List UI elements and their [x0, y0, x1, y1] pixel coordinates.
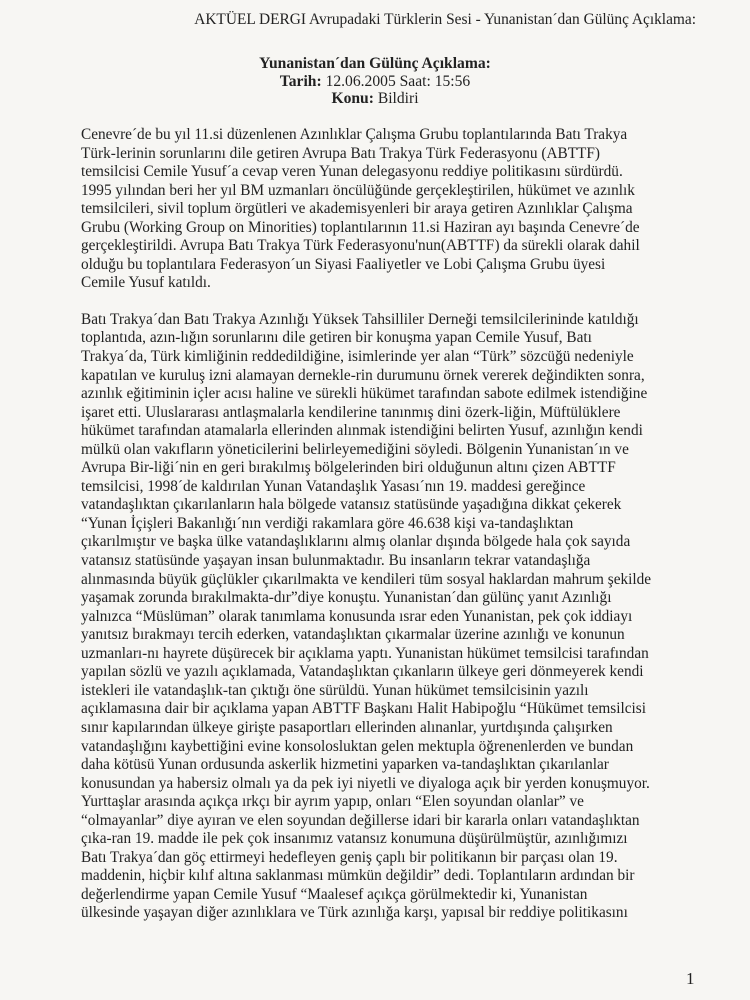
text-line: temsilcisi Cemile Yusuf´a cevap veren Yunan delegasyonu reddiye politikasını sürdürdü.: [81, 163, 623, 181]
page-number: 1: [686, 969, 695, 988]
text-line: yanıtsız bırakmayı tercih ederken, vatandaşlıktan çıkarmalar üzerine azınlığı ve konunun: [81, 626, 625, 644]
text-line: Cemile Yusuf katıldı.: [81, 274, 211, 292]
text-line: temsilcisi, 1998´de kaldırılan Yunan Vatandaşlık Yasası´nın 19. maddesi gereğince: [81, 477, 586, 495]
text-line: mülkü olan vakıfların yöneticilerini belirleyemediğini söyledi. Bölgenin Yunanistan´ın ve: [81, 440, 629, 458]
subject-value: Bildiri: [377, 90, 419, 107]
text-line: vatansız statüsünde yaşayan insan bulunmaktadır. Bu insanların tekrar vatandaşlığa: [81, 552, 591, 570]
text-line: hükümet tarafından atamalarla ellerinden alınmak istendiğini belirten Yusuf, azınlığın kendi: [81, 422, 643, 440]
text-line: temsilcileri, sivil toplum örgütleri ve akademisyenleri bir araya getiren Azınlıklar Çalışma: [81, 200, 633, 218]
running-header: AKTÜEL DERGI Avrupadaki Türklerin Sesi - Yunanistan´dan Gülünç Açıklama:: [194, 11, 696, 28]
article-subject: [0, 90, 750, 108]
text-line: vatandaşlığını kaybettiğini evine konsolosluktan gelen mektupla öğrenenlerden ve bundan: [81, 737, 634, 755]
text-line: “Yunan İçişleri Bakanlığı´nın verdiği rakamlara göre 46.638 kişi va-tandaşlıktan: [81, 514, 574, 532]
text-line: konusundan ya habersiz olmalı ya da pek iyi niyetli ve diyaloga açık bir yerden konuşmuyor.: [81, 774, 650, 792]
text-line: Cenevre´de bu yıl 11.si düzenlenen Azınlıklar Çalışma Grubu toplantılarında Batı Trakya: [81, 126, 628, 143]
text-line: maddenin, hiçbir kılıf altına saklanması mümkün değildir” dedi. Toplantıların ardından bir: [81, 867, 635, 885]
text-line: daha kötüsü Yunan ordusunda askerlik hizmetini yaparken va-tandaşlıktan çıkarılanlar: [81, 756, 609, 774]
text-line: Avrupa Bir-liği´nin en geri bırakılmış bölgelerinden biri olduğunun altını çizen ABTTF: [81, 459, 616, 477]
date-value: 12.06.2005 Saat: 15:56: [325, 72, 471, 90]
text-line: çıkarılmıştır ve başka ülke vatandaşlıklarını almış olanlar dışında bölgede hala çok sayıda: [81, 533, 631, 551]
text-line: ülkesinde yaşayan diğer azınlıklara ve Türk azınlığa karşı, yapısal bir reddiye politikasını: [81, 904, 628, 922]
text-line: vatandaşlıktan çıkarılanların hala bölgede vatansız statüsünde yaşadığına dikkat çekerek: [81, 496, 622, 514]
article-body: [81, 126, 691, 923]
text-line: Türk-lerinin sorunlarını dile getiren Avrupa Batı Trakya Türk Federasyonu (ABTTF): [81, 144, 601, 162]
text-line: işaret etti. Uluslararası antlaşmalarla kendilerine tanınmış dini özerk-liğin, Müftülüklere: [81, 403, 621, 421]
text-line: kapatılan ve kuruluş izni alamayan dernekle-rin durumunu örnek vererek değindikten sonra,: [81, 366, 645, 384]
text-line: çıka-ran 19. madde ile pek çok insanımız vatansız konumuna düşürülmüştür, azınlığımızı: [81, 830, 628, 848]
text-line: yapılan sözlü ve yazılı açıklamada, Vatandaşlıktan çıkanların ülkeye geri dönmeyerek kendi: [81, 663, 644, 681]
text-line: Batı Trakya´dan Batı Trakya Azınlığı Yüksek Tahsilliler Derneği temsilcilerininde katıldığı: [81, 310, 639, 328]
text-line: yalnızca “Müslüman” olarak tanımlama konusunda ısrar eden Yunanistan, pek çok iddiayı: [81, 607, 633, 625]
article-title: Yunanistan´dan Gülünç Açıklama:: [259, 55, 491, 72]
text-line: uzmanları-nı hayrete düşürecek bir açıklama yaptı. Yunanistan hükümet temsilcisi tarafından: [81, 644, 649, 662]
text-line: Trakya´da, Türk kimliğinin reddedildiğine, isimlerinde yer alan “Türk” sözcüğü nedeniyle: [81, 348, 634, 366]
text-line: yaşamak zorunda bırakılmakta-dır”diye konuştu. Yunanistan´dan gülünç yanıt Azınlığı: [81, 589, 612, 607]
text-line: alınmasında büyük güçlükler çıkarılmakta ve kendileri tüm sosyal haklardan mahrum şekilde: [81, 570, 652, 588]
text-line: istekleri ile vatandaşlık-tan çıktığı öne sürüldü. Yunan hükümet temsilcisinin yazılı: [81, 681, 589, 699]
text-line: olduğu bu toplantılara Federasyon´un Siyasi Faaliyetler ve Lobi Çalışma Grubu üyesi: [81, 255, 606, 273]
text-line: Grubu (Working Group on Minorities) toplantılarının 11.si Haziran ayı başında Cenevre´de: [81, 218, 640, 236]
text-line: gerçekleştirildi. Avrupa Batı Trakya Türk Federasyonu'nun(ABTTF) da sürekli olarak dahil: [81, 237, 640, 255]
paragraph: [81, 126, 691, 293]
date-label: Tarih:: [279, 72, 322, 90]
article-date: [0, 73, 750, 91]
subject-label: Konu:: [331, 90, 374, 107]
text-line: sınır kapılarından ülkeye girişte pasaportları ellerinden alınanlar, yurtdışında çalışırken: [81, 718, 613, 736]
text-line: Yurttaşlar arasında açıkça ırkçı bir ayrım yapıp, onları “Elen soyundan olanlar” ve: [81, 793, 584, 811]
text-line: azınlık eğitiminin içler acısı haline ve sürekli hükümet tarafından sabote edilmek istendiğine: [81, 385, 648, 403]
text-line: toplantıda, azın-lığın sorunlarını dile getiren bir konuşma yapan Cemile Yusuf, Batı: [81, 329, 592, 347]
text-line: Batı Trakya´dan göç ettirmeyi hedefleyen geniş çaplı bir politikanın bir parçası olan 19.: [81, 848, 618, 866]
text-line: açıklamasına dair bir açıklama yapan ABTTF Başkanı Halit Habipoğlu “Hükümet temsilcisi: [81, 700, 646, 718]
paragraph-gap: [81, 293, 691, 311]
text-line: 1995 yılından beri her yıl BM uzmanları öncülüğünde gerçekleştirilen, hükümet ve azınlık: [81, 181, 635, 199]
paragraph: [81, 311, 691, 923]
text-line: “olmayanlar” diye ayıran ve elen soyundan değillerse idari bir kararla onları vatandaşlıktan: [81, 811, 640, 829]
text-line: değerlendirme yapan Cemile Yusuf “Maalesef açıkça görülmektedir ki, Yunanistan: [81, 885, 588, 903]
article-heading: [0, 55, 750, 108]
